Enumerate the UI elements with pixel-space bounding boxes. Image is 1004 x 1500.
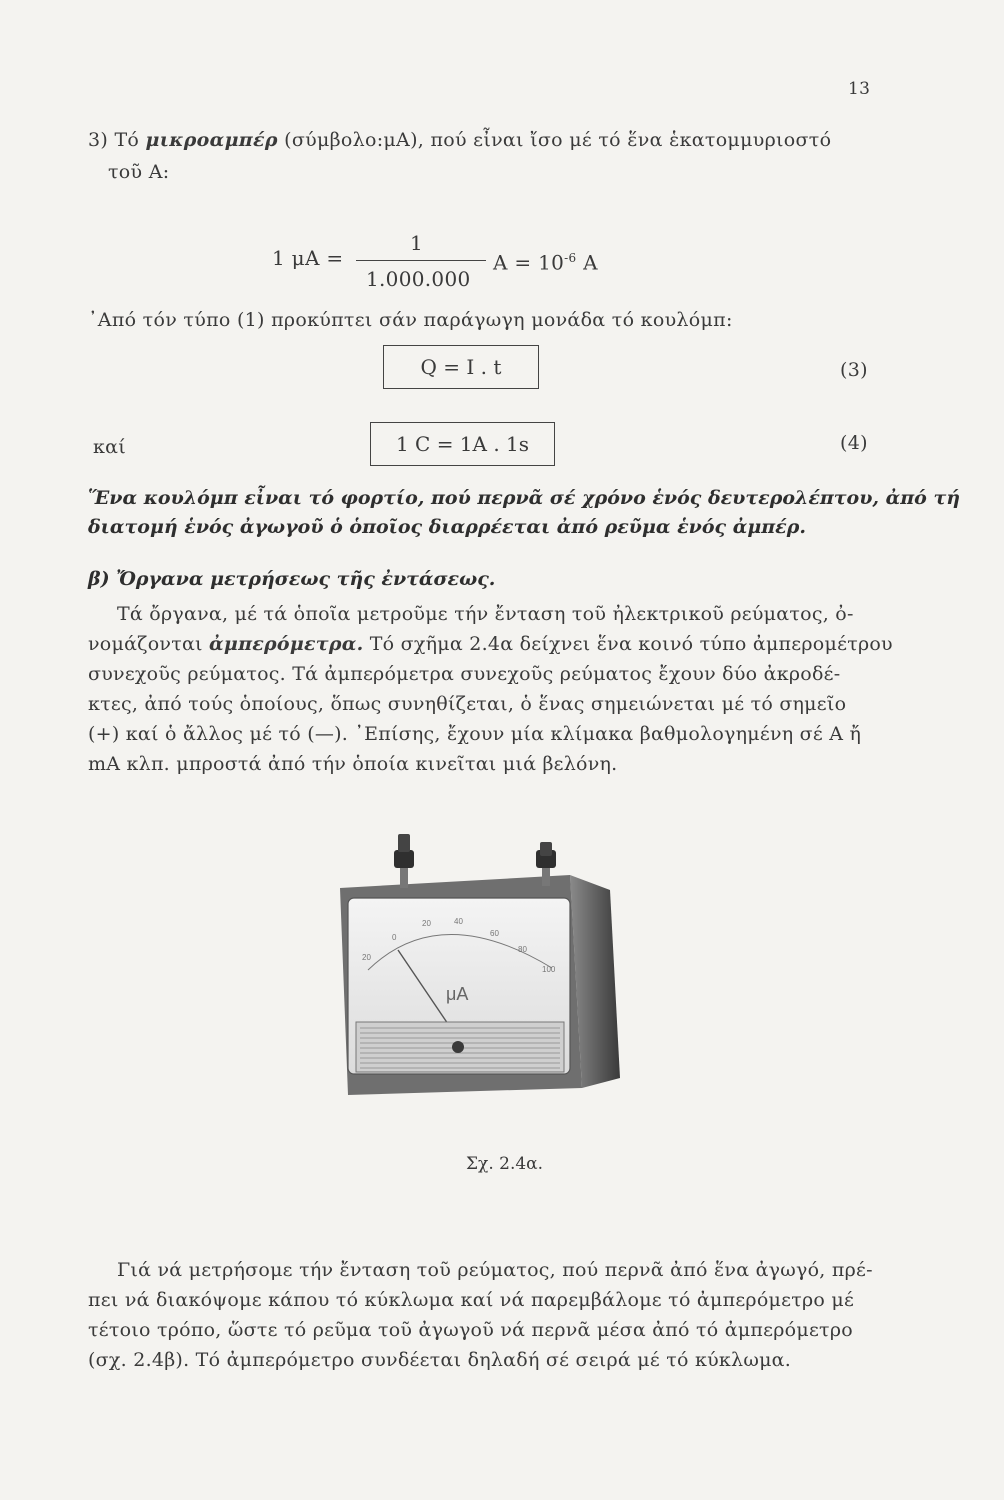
paragraph1-line1: Τά ὄργανα, μέ τά ὁποῖα μετροῦμε τήν ἔνταση τοῦ ἠλεκτρικοῦ ρεύματος, ὀ- [117, 603, 854, 625]
equation-3-number: (3) [840, 359, 868, 381]
scale-label-20: 20 [422, 919, 431, 928]
equation-4-prefix: καί [93, 436, 127, 458]
paragraph2-line1: Γιά νά μετρήσομε τήν ἔνταση τοῦ ρεύματος, πού περνᾶ ἀπό ἕνα ἀγωγό, πρέ- [117, 1259, 873, 1281]
fraction-bar [356, 260, 486, 261]
formula-ua-numerator: 1 [410, 231, 424, 255]
item3-term: μικροαμπέρ [145, 129, 278, 151]
meter-unit-label: μA [446, 984, 469, 1004]
paragraph1-line2 [88, 630, 893, 660]
paragraph2-line4: (σχ. 2.4β). Τό ἀμπερόμετρο συνδέεται δηλαδή σέ σειρά μέ τό κύκλωμα. [88, 1349, 792, 1371]
item3-line1 [88, 125, 831, 155]
paragraph1-line2-a: νομάζονται [88, 633, 210, 655]
scale-label-100: 100 [542, 965, 556, 974]
scale-label-80: 80 [518, 945, 527, 954]
paragraph1-line2-b: Τό σχῆμα 2.4α δείχνει ἕνα κοινό τύπο ἀμπερομέτρου [363, 633, 893, 655]
definition-line2: διατομή ἑνός ἀγωγοῦ ὁ ὁποῖος διαρρέεται ἀπό ρεῦμα ἑνός ἀμπέρ. [88, 516, 806, 538]
paragraph1-line3: συνεχοῦς ρεύματος. Τά ἀμπερόμετρα συνεχοῦς ρεύματος ἔχουν δύο ἀκροδέ- [88, 663, 841, 685]
figure-caption: Σχ. 2.4α. [466, 1154, 544, 1174]
scale-label-20l: 20 [362, 953, 371, 962]
formula-ua-exponent: -6 [564, 251, 577, 265]
equation-4-box [370, 422, 555, 466]
paragraph1-line6: mA κλπ. μπροστά ἀπό τήν ὁποία κινεῖται μιά βελόνη. [88, 753, 618, 775]
definition-line1: Ἕνα κουλόμπ εἶναι τό φορτίο, πού περνᾶ σέ χρόνο ἑνός δευτερολέπτου, ἀπό τή [88, 487, 961, 509]
equation-3-formula: Q = I . t [420, 355, 502, 379]
paragraph1-line4: κτες, ἀπό τούς ὁποίους, ὅπως συνηθίζεται, ὁ ἕνας σημειώνεται μέ τό σημεῖο [88, 693, 847, 715]
scale-label-0: 0 [392, 933, 397, 942]
formula-ua-lhs: 1 μA = [272, 246, 344, 270]
scale-label-60: 60 [490, 929, 499, 938]
equation-4-number: (4) [840, 432, 868, 454]
scale-label-40: 40 [454, 917, 463, 926]
formula-ua-rhs-a: A = 10 [493, 250, 565, 275]
paragraph1-line5: (+) καί ὁ ἄλλος μέ τό (—). ᾽Επίσης, ἔχουν μία κλίμακα βαθμολογημένη σέ A ἤ [88, 723, 862, 745]
terminal-left [394, 834, 414, 888]
formula-ua-unit: A [576, 250, 598, 275]
zero-adjust-screw [452, 1041, 464, 1053]
section-heading-beta: β) Ὄργανα μετρήσεως τῆς ἐντάσεως. [88, 568, 496, 590]
item3-rest: (σύμβολο:μA), πού εἶναι ἴσο μέ τό ἕνα ἑκατομμυριοστό [277, 129, 832, 151]
item3-line2: τοῦ A: [108, 161, 170, 183]
formula-ua-denominator: 1.000.000 [366, 267, 471, 291]
microammeter-figure [320, 820, 640, 1120]
equation-3-box [383, 345, 539, 389]
paragraph2-line3: τέτοιο τρόπο, ὥστε τό ρεῦμα τοῦ ἀγωγοῦ νά περνᾶ μέσα ἀπό τό ἀμπερόμετρο [88, 1319, 853, 1341]
formula-ua-rhs [493, 243, 598, 278]
paragraph2-line2: πει νά διακόψομε κάπου τό κύκλωμα καί νά παρεμβάλομε τό ἀμπερόμετρο μέ [88, 1289, 855, 1311]
paragraph1-term-ammeters: ἀμπερόμετρα. [209, 633, 364, 655]
item3-prefix: 3) Τό [88, 129, 146, 151]
derive-line: ᾽Από τόν τύπο (1) προκύπτει σάν παράγωγη μονάδα τό κουλόμπ: [88, 309, 733, 331]
equation-4-formula: 1 C = 1A . 1s [395, 432, 530, 456]
page-number: 13 [848, 79, 871, 99]
